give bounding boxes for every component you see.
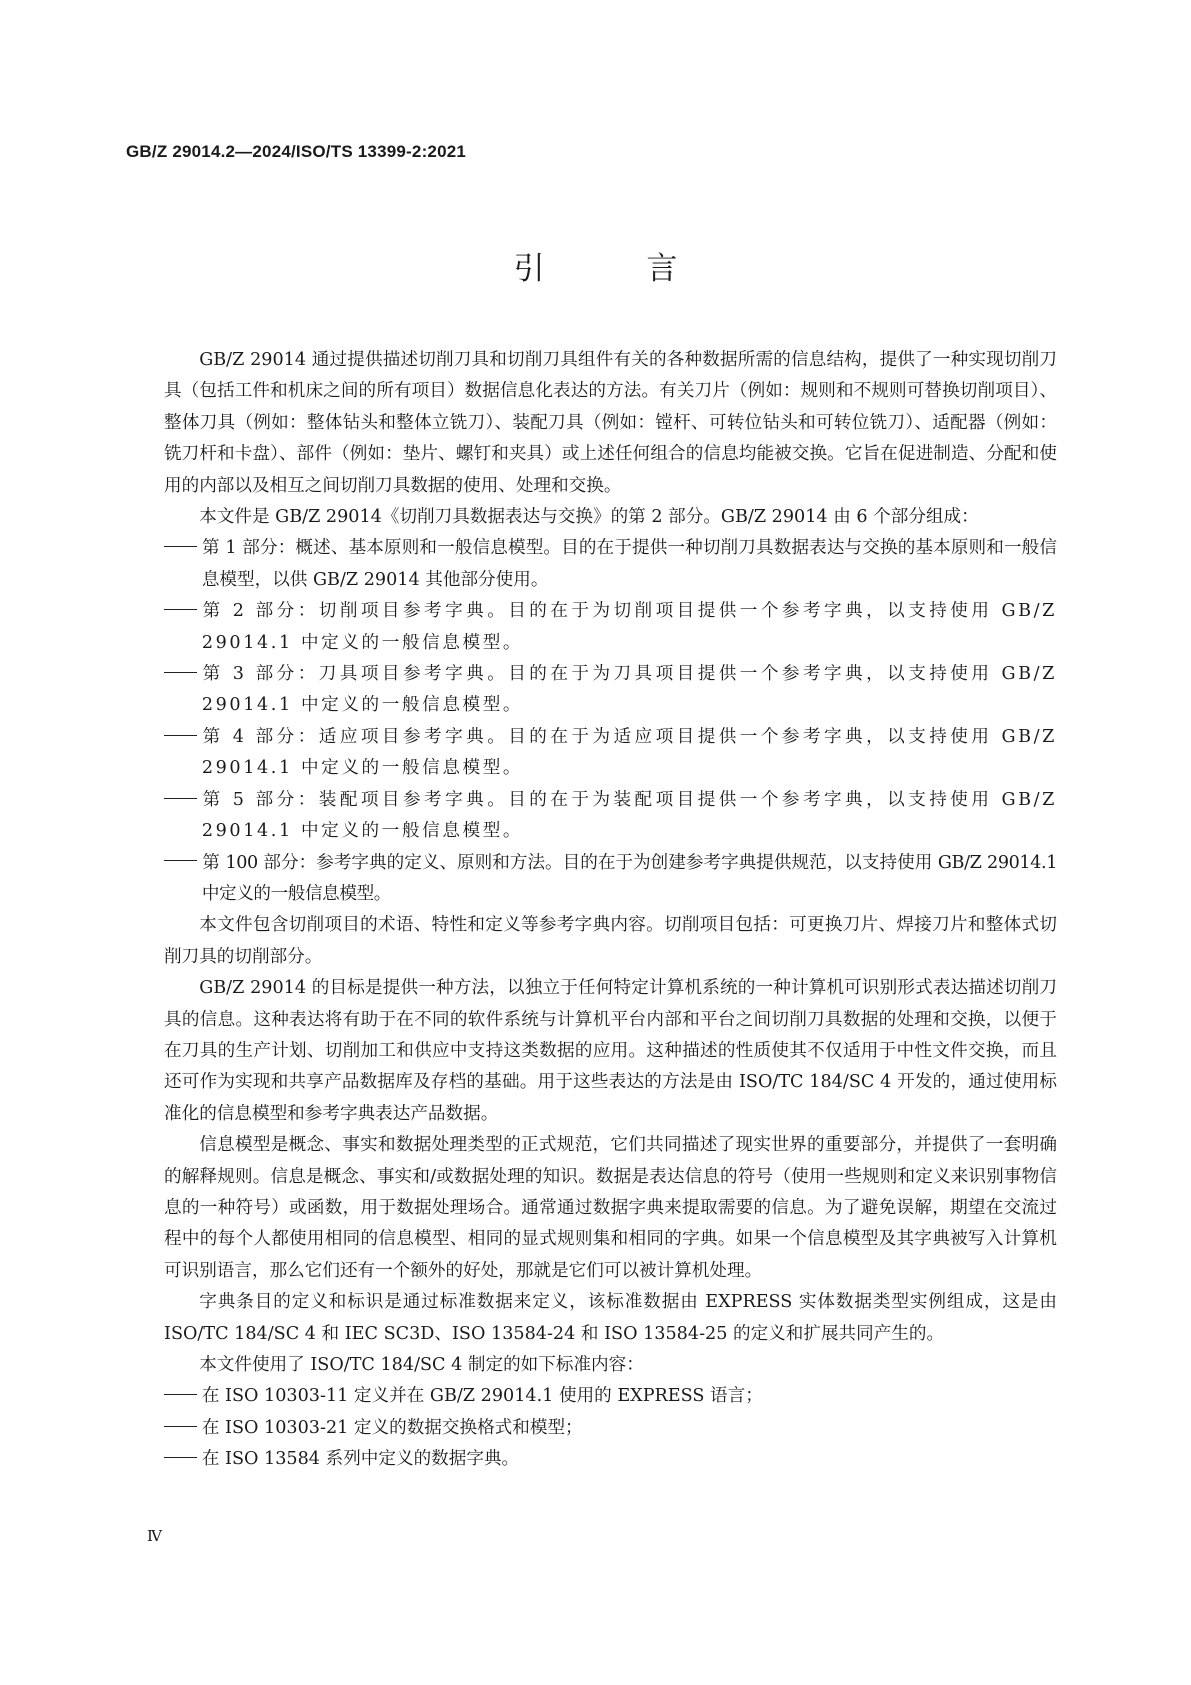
list-item: 第 1 部分：概述、基本原则和一般信息模型。目的在于提供一种切削刀具数据表达与交换的基本原则和一般信息模型，以供 GB/Z 29014 其他部分使用。 <box>164 533 1057 596</box>
dash-marker <box>164 785 202 816</box>
intro-paragraph-content-scope: 本文件包含切削项目的术语、特性和定义等参考字典内容。切削项目包括：可更换刀片、焊接刀片和整体式切削刀具的切削部分。 <box>164 915 1057 967</box>
list-item: 第 100 部分：参考字典的定义、原则和方法。目的在于为创建参考字典提供规范，以支持使用 GB/Z 29014.1 中定义的一般信息模型。 <box>164 848 1057 911</box>
introduction-body <box>164 345 1057 1476</box>
standard-number-header: GB/Z 29014.2—2024/ISO/TS 13399-2:2021 <box>126 142 467 161</box>
intro-paragraph-dictionary-entries: 字典条目的定义和标识是通过标准数据来定义，该标准数据由 EXPRESS 实体数据类型实例组成，这是由 ISO/TC 184/SC 4 和 IEC SC3D、ISO 13584-24 和 ISO 13584-25 的定义和扩展共同产生的。 <box>164 1292 1057 1344</box>
standards-list <box>164 1381 1057 1475</box>
list-item: 在 ISO 10303-11 定义并在 GB/Z 29014.1 使用的 EXPRESS 语言； <box>164 1381 1057 1412</box>
list-item: 第 2 部分：切削项目参考字典。目的在于为切削项目提供一个参考字典，以支持使用 GB/Z 29014.1 中定义的一般信息模型。 <box>164 596 1057 659</box>
intro-paragraph-objective: GB/Z 29014 的目标是提供一种方法，以独立于任何特定计算机系统的一种计算机可识别形式表达描述切削刀具的信息。这种表达将有助于在不同的软件系统与计算机平台内部和平台之间切削刀具数据的处理和交换，以便于在刀具的生产计划、切削加工和供应中支持这类数据的应用。这种描述的性质使其不仅适用于中性文件交换，而且还可作为实现和共享产品数据库及存档的基础。用于这些表达的方法是由 ISO/TC 184/SC 4 开发的，通过使用标准化的信息模型和参考字典表达产品数据。 <box>164 978 1057 1124</box>
dash-marker <box>164 596 202 627</box>
intro-paragraph-purpose: GB/Z 29014 通过提供描述切削刀具和切削刀具组件有关的各种数据所需的信息结构，提供了一种实现切削刀具（包括工件和机床之间的所有项目）数据信息化表达的方法。有关刀片（例如：规则和不规则可替换切削项目）、整体刀具（例如：整体钻头和整体立铣刀）、装配刀具（例如：镗杆、可转位钻头和可转位铣刀）、适配器（例如：铣刀杆和卡盘）、部件（例如：垫片、螺钉和夹具）或上述任何组合的信息均能被交换。它旨在促进制造、分配和使用的内部以及相互之间切削刀具数据的使用、处理和交换。 <box>164 350 1057 496</box>
list-item: 第 5 部分：装配项目参考字典。目的在于为装配项目提供一个参考字典，以支持使用 GB/Z 29014.1 中定义的一般信息模型。 <box>164 785 1057 848</box>
dash-marker <box>164 533 202 564</box>
intro-paragraph-standards-used: 本文件使用了 ISO/TC 184/SC 4 制定的如下标准内容： <box>199 1355 644 1375</box>
intro-paragraph-information-model: 信息模型是概念、事实和数据处理类型的正式规范，它们共同描述了现实世界的重要部分，并提供了一套明确的解释规则。信息是概念、事实和/或数据处理的知识。数据是表达信息的符号（使用一些规则和定义来识别事物信息的一种符号）或函数，用于数据处理场合。通常通过数据字典来提取需要的信息。为了避免误解，期望在交流过程中的每个人都使用相同的信息模型、相同的显式规则集和相同的字典。如果一个信息模型及其字典被写入计算机可识别语言，那么它们还有一个额外的好处，那就是它们可以被计算机处理。 <box>164 1135 1057 1281</box>
dash-marker <box>164 1444 202 1475</box>
list-item: 在 ISO 13584 系列中定义的数据字典。 <box>164 1444 1057 1475</box>
page-number: Ⅳ <box>147 1527 162 1545</box>
dash-marker <box>164 848 202 879</box>
list-item: 第 3 部分：刀具项目参考字典。目的在于为刀具项目提供一个参考字典，以支持使用 GB/Z 29014.1 中定义的一般信息模型。 <box>164 659 1057 722</box>
parts-list <box>164 533 1057 910</box>
dash-marker <box>164 659 202 690</box>
dash-marker <box>164 1413 202 1444</box>
list-item: 在 ISO 10303-21 定义的数据交换格式和模型； <box>164 1413 1057 1444</box>
dash-marker <box>164 722 202 753</box>
section-title: 引 言 <box>513 251 724 287</box>
intro-paragraph-parts-overview: 本文件是 GB/Z 29014《切削刀具数据表达与交换》的第 2 部分。GB/Z 29014 由 6 个部分组成： <box>199 507 979 528</box>
list-item: 第 4 部分：适应项目参考字典。目的在于为适应项目提供一个参考字典，以支持使用 GB/Z 29014.1 中定义的一般信息模型。 <box>164 722 1057 785</box>
dash-marker <box>164 1381 202 1412</box>
